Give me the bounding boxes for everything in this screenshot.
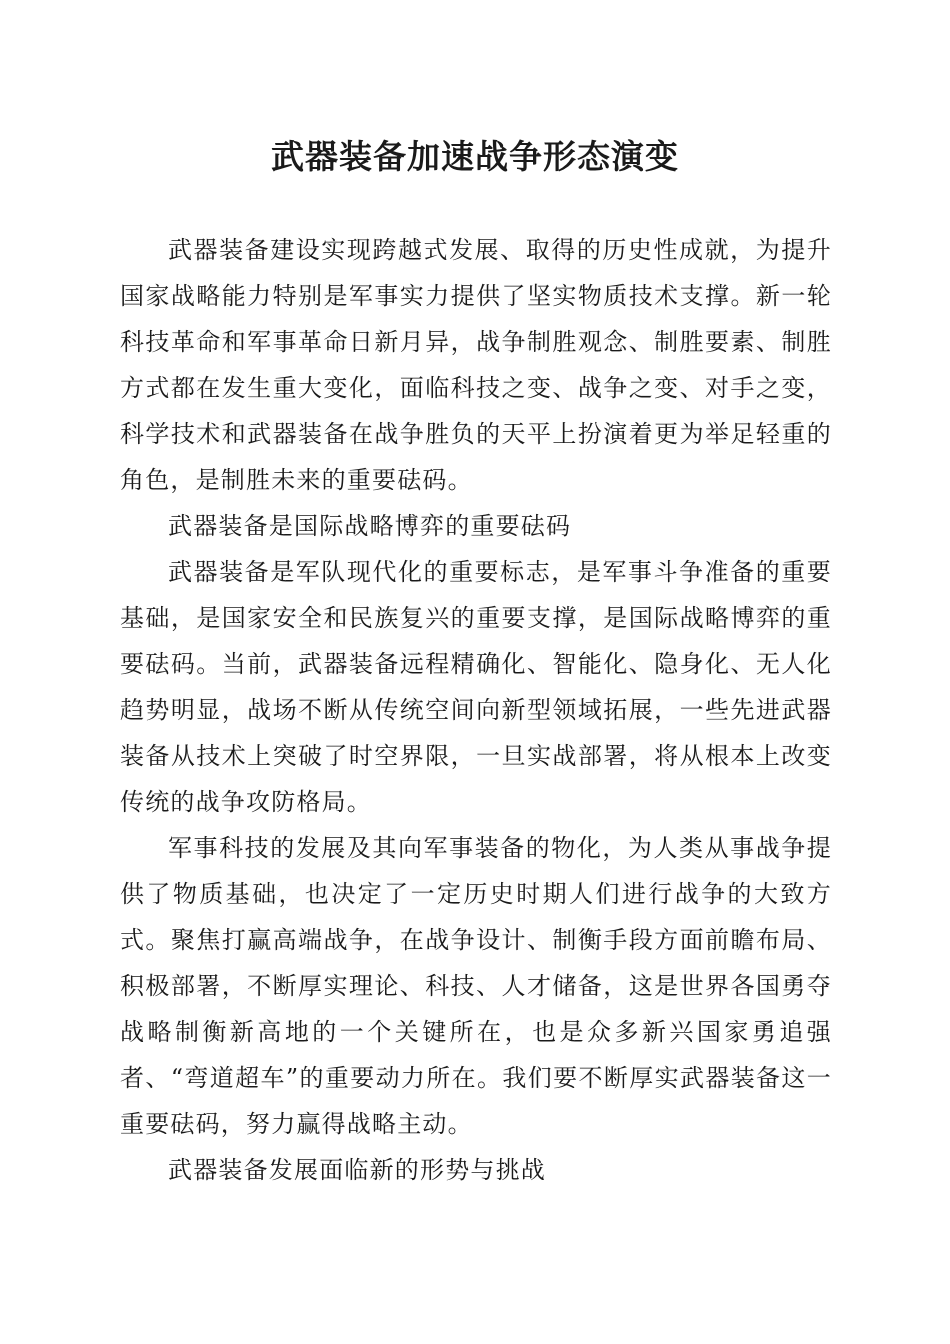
paragraph-military-tech: 军事科技的发展及其向军事装备的物化，为人类从事战争提供了物质基础，也决定了一定历史时期人们进行战争的大致方式。聚焦打赢高端战争，在战争设计、制衡手段方面前瞻布局、积极部署，不断厚实理论、科技、人才储备，这是世界各国勇夺战略制衡新高地的一个关键所在，也是众多新兴国家勇追强者、“弯道超车”的重要动力所在。我们要不断厚实武器装备这一重要砝码，努力赢得战略主动。 — [120, 834, 832, 1138]
section-heading-new-challenges: 武器装备发展面临新的形势与挑战 — [168, 1156, 546, 1184]
section-heading-strategic-game: 武器装备是国际战略博弈的重要砝码 — [168, 512, 572, 540]
document-title: 武器装备加速战争形态演变 — [271, 137, 679, 176]
paragraph-intro: 武器装备建设实现跨越式发展、取得的历史性成就，为提升国家战略能力特别是军事实力提供了坚实物质技术支撑。新一轮科技革命和军事革命日新月异，战争制胜观念、制胜要素、制胜方式都在发生重大变化，面临科技之变、战争之变、对手之变，科学技术和武器装备在战争胜负的天平上扮演着更为举足轻重的角色，是制胜未来的重要砝码。 — [120, 236, 832, 494]
document-body — [120, 227, 832, 1193]
paragraph-modernization: 武器装备是军队现代化的重要标志，是军事斗争准备的重要基础，是国家安全和民族复兴的重要支撑，是国际战略博弈的重要砝码。当前，武器装备远程精确化、智能化、隐身化、无人化趋势明显，战场不断从传统空间向新型领域拓展，一些先进武器装备从技术上突破了时空界限，一旦实战部署，将从根本上改变传统的战争攻防格局。 — [120, 558, 832, 816]
